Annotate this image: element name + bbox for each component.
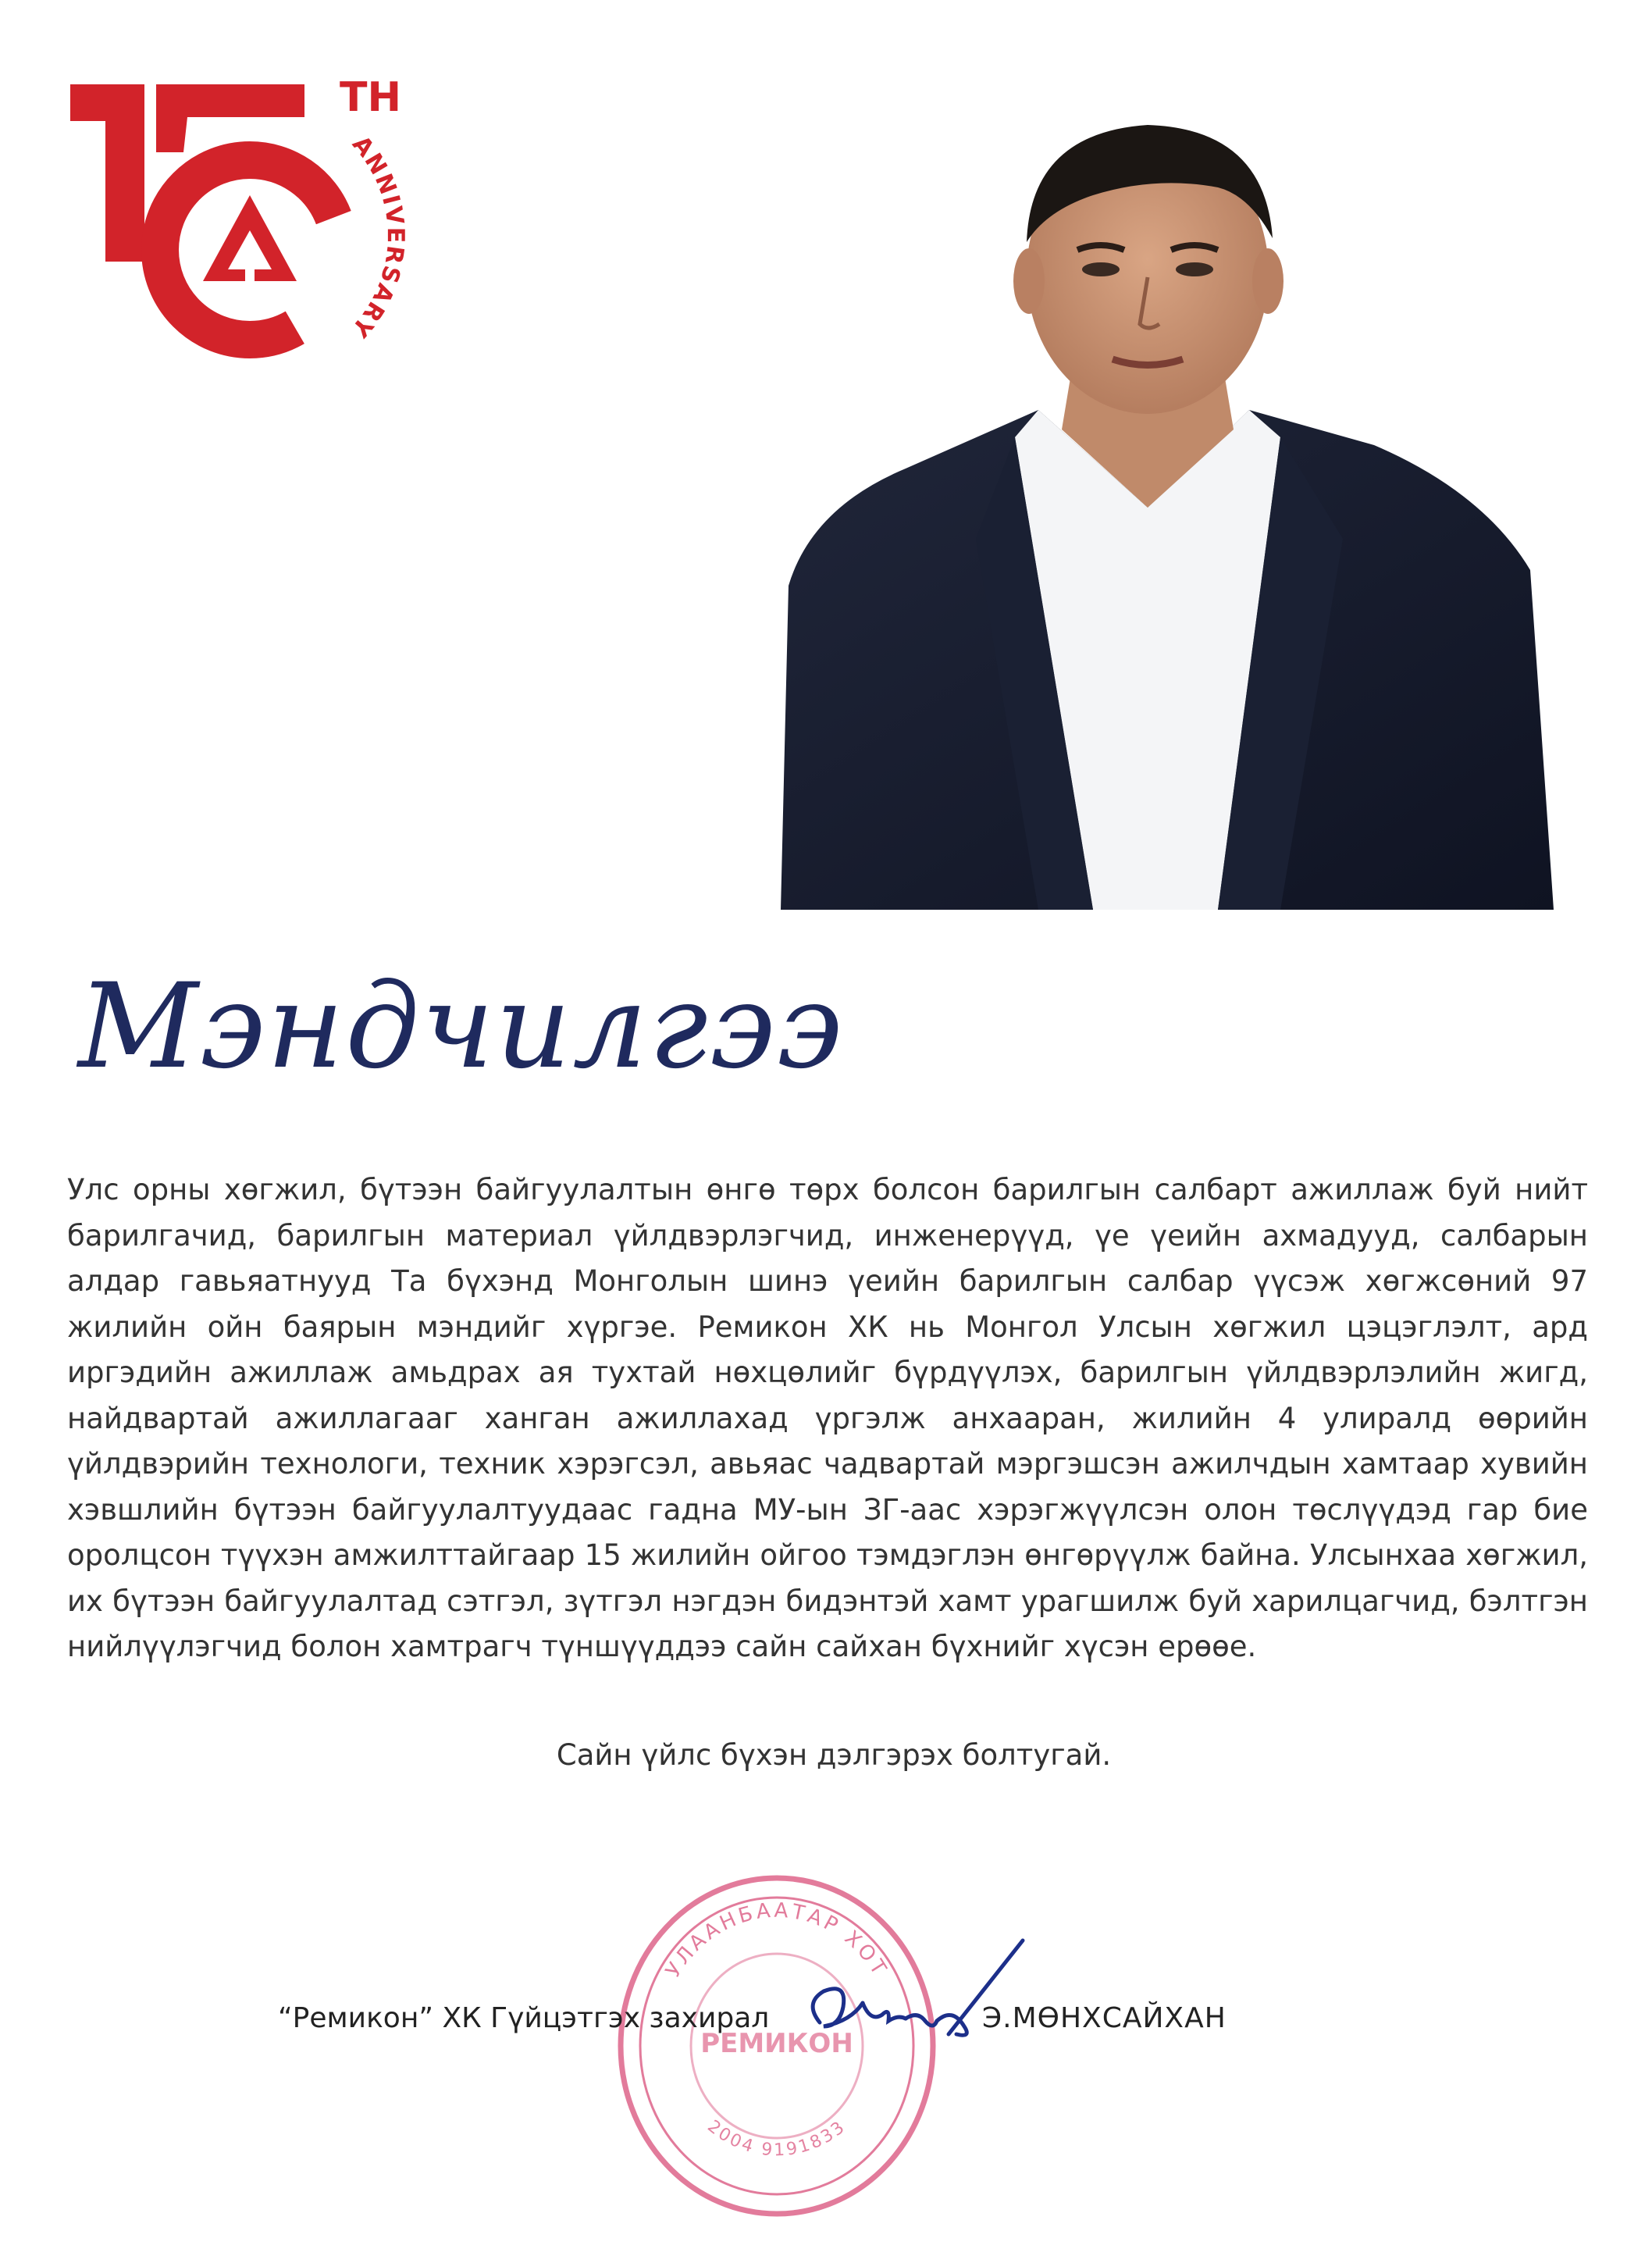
- greeting-heading: Мэндчилгээ: [78, 959, 844, 1095]
- anniversary-logo-graphic: [70, 70, 429, 383]
- svg-text:УЛААНБААТАР ХОТ: УЛААНБААТАР ХОТ: [661, 1898, 892, 1982]
- anniversary-logo: [70, 70, 429, 383]
- closing-wish: Сайн үйлс бүхэн дэлгэрэх болтугай.: [556, 1738, 1112, 1772]
- signatory-name: Э.МӨНХСАЙХАН: [982, 2002, 1227, 2034]
- director-portrait: [781, 102, 1554, 910]
- svg-text:2004 9191833: 2004 9191833: [703, 2116, 850, 2161]
- handwritten-signature: [789, 1929, 1031, 2062]
- svg-text:РЕМИКОН: РЕМИКОН: [700, 2028, 853, 2059]
- logo-anniversary-word: ANNIVERSARY: [345, 130, 409, 344]
- logo-suffix: TH: [340, 74, 401, 121]
- signatory-title: “Ремикон” ХК Гүйцэтгэх захирал: [278, 2002, 770, 2034]
- greeting-body-text: Улс орны хөгжил, бүтээн байгуулалтын өнгө төрх болсон барилгын салбарт ажиллаж буй нийт барилгачид, барилгын материал үйлдвэрлэгчид, инженерүүд, үе үеийн ахмадууд, салбарын алдар гавьяатнууд Та бүхэнд Монголын шинэ үеийн барилгын салбар үүсэж хөгжсөний 97 жилийн ойн баярын мэндийг хүргэе. Ремикон ХК нь Монгол Улсын хөгжил цэцэглэлт, ард иргэдийн ажиллаж амьдрах ая тухтай нөхцөлийг бүрдүүлэх, барилгын үйлдвэрлэлийн жигд, найдвартай ажиллагааг ханган ажиллахад үргэлж анхааран, жилийн 4 улиралд өөрийн үйлдвэрийн технологи, техник хэрэгсэл, авьяас чадвартай мэргэшсэн ажилчдын хамтаар хувийн хэвшлийн бүтээн байгуулалтуудаас гадна МУ-ын ЗГ-аас хэрэгжүүлсэн олон төслүүдэд гар бие оролцсон түүхэн амжилттайгаар 15 жилийн ойгоо тэмдэглэн өнгөрүүлж байна. Улсынхаа хөгжил, их бүтээн байгуулалтад сэтгэл, зүтгэл нэгдэн бидэнтэй хамт урагшилж буй харилцагчид, бэлтгэн нийлүүлэгчид болон хамтрагч түншүүддээ сайн сайхан бүхнийг хүсэн ерөөе.: [67, 1173, 1588, 1663]
- svg-text:ANNIVERSARY: [345, 131, 409, 344]
